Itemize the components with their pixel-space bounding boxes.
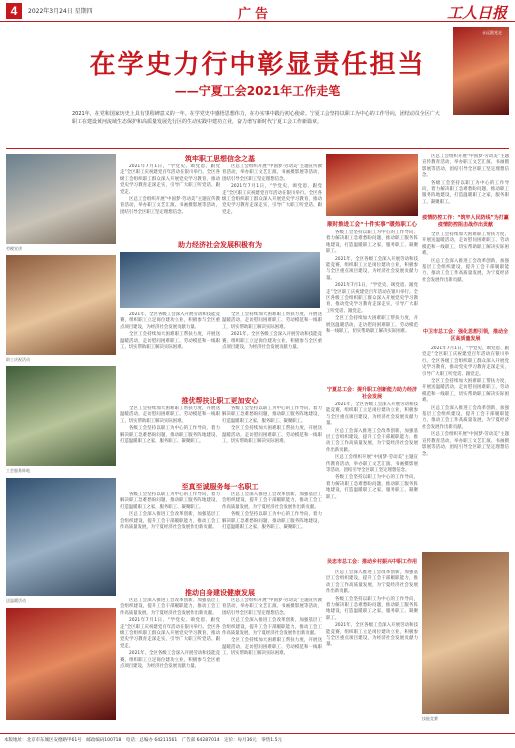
article-text-7a: 区总工会组织开展“中国梦·劳动美”主题宣传教育活动，举办职工文艺汇演、书画摄影展等活动，团结引导全区职工坚定理想信念。 各级工会坚持以职工为中心的工作导向，着力解决职工急难愁盼问题，推动职工服务阵地建设，打造温暖职工之家，服务职工、凝聚职工。 xyxy=(422,154,509,205)
masthead-logo: 工人日报 xyxy=(446,4,507,22)
caption-1: 劳模宣讲 xyxy=(6,246,22,251)
page-footer: 本版地址：北京市东城区安德路甲61号 邮政编码100718 电话：总编办 64211561 广告部 64287014 定价：每月36元 零售1.5元 xyxy=(0,733,515,748)
article-text-1a: 2021年7月1日，“学党史、颂党恩、跟党走”全区职工庆祝建党百年活动在银川举行。全区各级工会组织职工群众深入开展党史学习教育，推动党史学习教育走深走实，引导广大职工听党话、跟党走。 区总工会组织开展“中国梦·劳动美”主题宣传教育活动，举办职工文艺汇演、书画摄影展等活动，团结引导全区职工坚定理想信念。 xyxy=(120,164,220,215)
section-title: 广告 xyxy=(238,7,273,22)
article-text-2a: 2021年，全区各级工会深入开展劳动和技能竞赛，组织职工立足岗位建功立业，积极参与全区重点项目建设，为经济社会发展贡献力量。 全区工会持续加大困难职工帮扶力度，开展送温暖活动，走访慰问困难职工、劳动模范和一线职工，切实帮助职工解决实际困难。 xyxy=(120,312,220,351)
article-text-6: 各级工会坚持以职工为中心的工作导向，着力解决职工急难愁盼问题，推动职工服务阵地建设，打造温暖职工之家，服务职工、凝聚职工。 2021年，全区各级工会深入开展劳动和技能竞赛，组织职工立足岗位建功立业，积极参与全区重点项目建设，为经济社会发展贡献力量。 2021年7月1日，“学党史、颂党恩、跟党走”全区职工庆祝建党百年活动在银川举行。全区各级工会组织职工群众深入开展党史学习教育，推动党史学习教育走深走实，引导广大职工听党话、跟党走。 全区工会持续加大困难职工帮扶力度，开展送温暖活动，走访慰问困难职工、劳动模范和一线职工，切实帮助职工解决实际困难。 xyxy=(326,230,418,335)
photo-5 xyxy=(6,608,116,720)
caption-5: 技能竞赛 xyxy=(422,716,438,721)
section-heading-4: 至真至诚服务每一名职工 xyxy=(181,483,259,491)
section-heading-1: 筑牢职工思想信念之基 xyxy=(185,155,255,163)
photo-1 xyxy=(6,154,116,244)
caption-3: 工会服务阵地 xyxy=(6,468,30,473)
section-heading-10: 中卫市总工会：强化思想引领，推动全区高质量发展 xyxy=(422,329,508,342)
issue-date: 2022年3月24日 星期四 xyxy=(28,8,93,15)
divider xyxy=(6,148,509,149)
page-number: 4 xyxy=(6,3,22,19)
section-heading-9: 吴忠市总工会：推动乡村振兴中职工作用 xyxy=(326,559,417,565)
article-text-1b: 区总工会组织开展“中国梦·劳动美”主题宣传教育活动，举办职工文艺汇演、书画摄影展等活动，团结引导全区职工坚定理想信念。 2021年7月1日，“学党史、颂党恩、跟党走”全区职工庆祝建党百年活动在银川举行。全区各级工会组织职工群众深入开展党史学习教育，推动党史学习教育走深走实，引导广大职工听党话、跟党走。 xyxy=(222,164,322,215)
photo-8 xyxy=(422,552,509,714)
article-text-8: 2021年，全区各级工会深入开展劳动和技能竞赛，组织职工立足岗位建功立业，积极参与全区重点项目建设，为经济社会发展贡献力量。 区总工会深入推进工会改革创新，加强基层工会组织建设，提升工会干部履职能力，推动工会工作高质量发展，为宁夏经济社会发展作出新贡献。 区总工会组织开展“中国梦·劳动美”主题宣传教育活动，举办职工文艺汇演、书画摄影展等活动，团结引导全区职工坚定理想信念。 各级工会坚持以职工为中心的工作导向，着力解决职工急难愁盼问题，推动职工服务阵地建设，打造温暖职工之家，服务职工、凝聚职工。 xyxy=(326,402,418,500)
section-heading-2: 助力经济社会发展积极有为 xyxy=(178,241,262,249)
page-header xyxy=(0,0,515,22)
article-text-4a: 各级工会坚持以职工为中心的工作导向，着力解决职工急难愁盼问题，推动职工服务阵地建设，打造温暖职工之家，服务职工、凝聚职工。 区总工会深入推进工会改革创新，加强基层工会组织建设，提升工会干部履职能力，推动工会工作高质量发展，为宁夏经济社会发展作出新贡献。 xyxy=(120,492,220,531)
photo-2 xyxy=(6,255,116,355)
article-text-5a: 区总工会深入推进工会改革创新，加强基层工会组织建设，提升工会干部履职能力，推动工会工作高质量发展，为宁夏经济社会发展作出新贡献。 2021年7月1日，“学党史、颂党恩、跟党走”全区职工庆祝建党百年活动在银川举行。全区各级工会组织职工群众深入开展党史学习教育，推动党史学习教育走深走实，引导广大职工听党话、跟党走。 2021年，全区各级工会深入开展劳动和技能竞赛，组织职工立足岗位建功立业，积极参与全区重点项目建设，为经济社会发展贡献力量。 xyxy=(120,598,220,670)
photo-3 xyxy=(6,366,116,466)
caption-4: 送温暖活动 xyxy=(6,598,26,603)
section-heading-3: 推优帮扶让职工更加安心 xyxy=(181,397,259,405)
article-text-4b: 区总工会深入推进工会改革创新，加强基层工会组织建设，提升工会干部履职能力，推动工会工作高质量发展，为宁夏经济社会发展作出新贡献。 各级工会坚持以职工为中心的工作导向，着力解决职工急难愁盼问题，推动职工服务阵地建设，打造温暖职工之家，服务职工、凝聚职工。 xyxy=(222,492,322,531)
section-heading-5: 推动自身建设健康发展 xyxy=(185,589,255,597)
caption-2: 职工庆祝活动 xyxy=(6,357,30,362)
photo-4 xyxy=(6,478,116,596)
article-text-3a: 全区工会持续加大困难职工帮扶力度，开展送温暖活动，走访慰问困难职工、劳动模范和一线职工，切实帮助职工解决实际困难。 各级工会坚持以职工为中心的工作导向，着力解决职工急难愁盼问题，推动职工服务阵地建设，打造温暖职工之家，服务职工、凝聚职工。 xyxy=(120,406,220,445)
subheadline: ——宁夏工会2021年工作走笔 xyxy=(174,84,341,98)
section-heading-8: 宁夏总工会：提升职工创新能力助力经济社会发展 xyxy=(326,387,417,400)
article-text-5b: 区总工会组织开展“中国梦·劳动美”主题宣传教育活动，举办职工文艺汇演、书画摄影展等活动，团结引导全区职工坚定理想信念。 区总工会深入推进工会改革创新，加强基层工会组织建设，提升工会干部履职能力，推动工会工作高质量发展，为宁夏经济社会发展作出新贡献。 全区工会持续加大困难职工帮扶力度，开展送温暖活动，走访慰问困难职工、劳动模范和一线职工，切实帮助职工解决实际困难。 xyxy=(222,598,322,657)
article-text-10: 2021年7月1日，“学党史、颂党恩、跟党走”全区职工庆祝建党百年活动在银川举行。全区各级工会组织职工群众深入开展党史学习教育，推动党史学习教育走深走实，引导广大职工听党话、跟党走。 全区工会持续加大困难职工帮扶力度，开展送温暖活动，走访慰问困难职工、劳动模范和一线职工，切实帮助职工解决实际困难。 区总工会深入推进工会改革创新，加强基层工会组织建设，提升工会干部履职能力，推动工会工作高质量发展，为宁夏经济社会发展作出新贡献。 区总工会组织开展“中国梦·劳动美”主题宣传教育活动，举办职工文艺汇演、书画摄影展等活动，团结引导全区职工坚定理想信念。 xyxy=(422,346,509,457)
article-text-2b: 全区工会持续加大困难职工帮扶力度，开展送温暖活动，走访慰问困难职工、劳动模范和一线职工，切实帮助职工解决实际困难。 2021年，全区各级工会深入开展劳动和技能竞赛，组织职工立足岗位建功立业，积极参与全区重点项目建设，为经济社会发展贡献力量。 xyxy=(222,312,322,351)
headline: 在学史力行中彰显责任担当 xyxy=(89,50,426,80)
top-right-caption: 永远跟党走 xyxy=(482,30,502,35)
article-text-7b: 全区工会持续加大困难职工帮扶力度，开展送温暖活动，走访慰问困难职工、劳动模范和一线职工，切实帮助职工解决实际困难。 区总工会深入推进工会改革创新，加强基层工会组织建设，提升工会干部履职能力，推动工会工作高质量发展，为宁夏经济社会发展作出新贡献。 xyxy=(422,232,509,283)
article-text-3b: 各级工会坚持以职工为中心的工作导向，着力解决职工急难愁盼问题，推动职工服务阵地建设，打造温暖职工之家，服务职工、凝聚职工。 全区工会持续加大困难职工帮扶力度，开展送温暖活动，走访慰问困难职工、劳动模范和一线职工，切实帮助职工解决实际困难。 xyxy=(222,406,322,445)
photo-7 xyxy=(326,154,418,216)
photo-6 xyxy=(120,252,320,308)
top-right-photo xyxy=(453,27,509,115)
article-text-9: 区总工会深入推进工会改革创新，加强基层工会组织建设，提升工会干部履职能力，推动工会工作高质量发展，为宁夏经济社会发展作出新贡献。 各级工会坚持以职工为中心的工作导向，着力解决职工急难愁盼问题，推动职工服务阵地建设，打造温暖职工之家，服务职工、凝聚职工。 2021年，全区各级工会深入开展劳动和技能竞赛，组织职工立足岗位建功立业，积极参与全区重点项目建设，为经济社会发展贡献力量。 xyxy=(326,570,418,648)
intro-paragraph: 2021年，在党和国家历史上具有里程碑意义的一年。在学党史中感悟思想伟力，在办实事中践行初心使命。宁夏工会坚持以职工为中心的工作导向，团结动员全区广大职工在建设黄河流域生态保护和高质量发展先行区的生动实践中建功立业，奋力谱写新时代宁夏工会工作新篇章。 xyxy=(72,111,440,125)
section-heading-6: 顺时推进工会“十件实事”暖热职工心 xyxy=(327,222,417,228)
section-heading-7: 疫情防控工作：“筑牢人民防线”为打赢疫情防控阻击战作出贡献 xyxy=(422,215,509,228)
